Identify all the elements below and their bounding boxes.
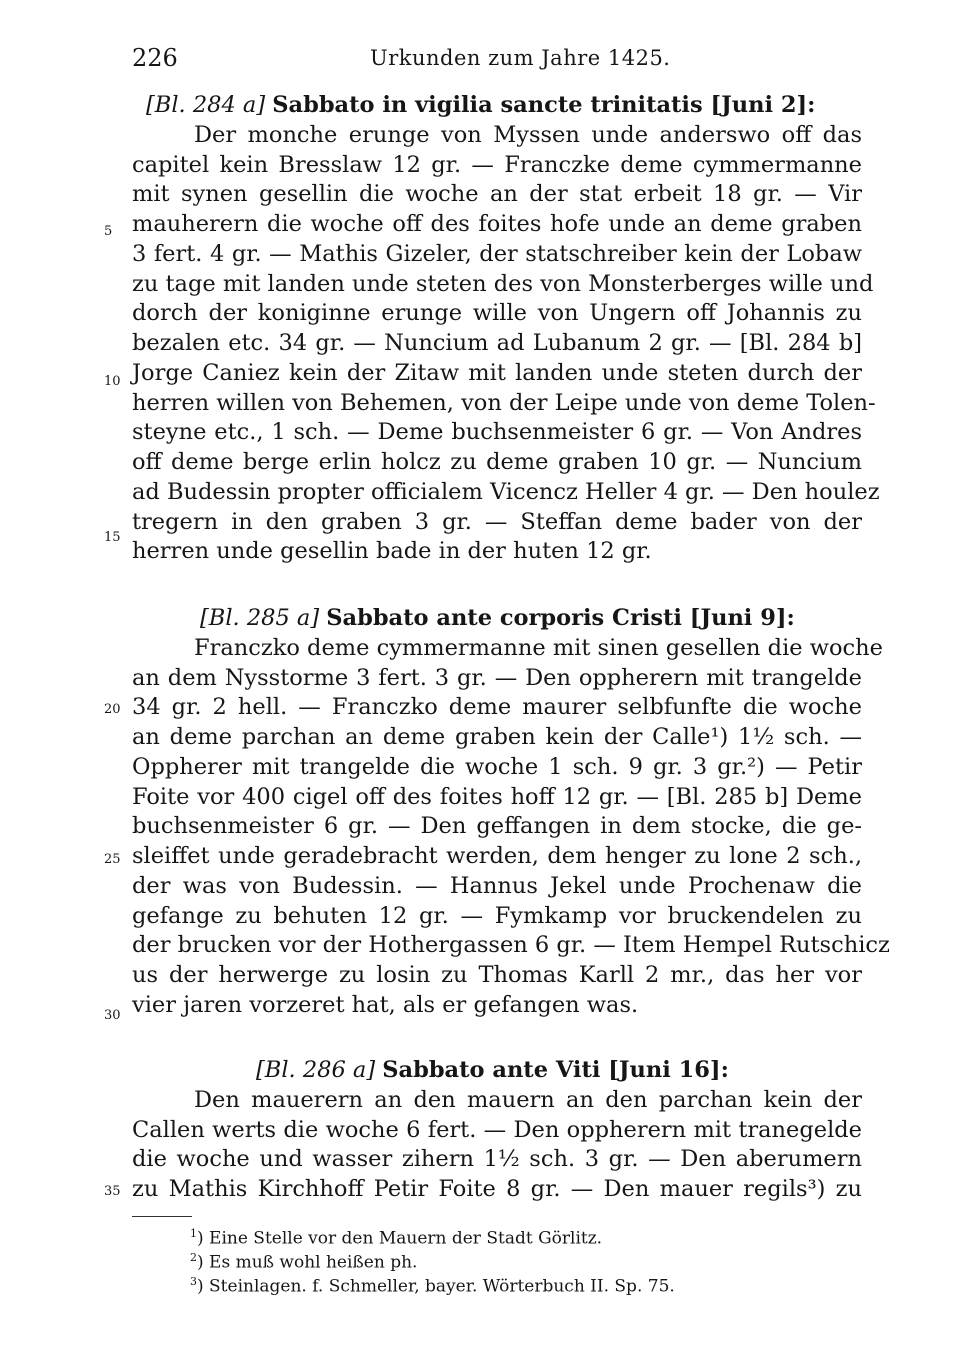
section-title: Sabbato in vigilia sancte trinitatis [Juni 2]: <box>272 92 816 118</box>
text-line: Jorge Caniez kein der Zitaw mit landen unde steten durch der <box>132 359 862 386</box>
text-line: dorch der koniginne erunge wille von Ungern off Johannis zu <box>132 300 862 327</box>
text-line: der brucken vor der Hothergassen 6 gr. — Item Hempel Rutschicz <box>132 932 890 959</box>
footnote-divider <box>132 1216 192 1217</box>
footnote <box>190 1246 810 1273</box>
text-line: bezalen etc. 34 gr. — Nuncium ad Lubanum 2 gr. — [Bl. 284 b] <box>132 330 862 356</box>
footnotes <box>190 1222 810 1297</box>
footnote-mark: 2 <box>190 1251 197 1264</box>
folio-reference: [Bl. 284 a] <box>146 92 266 118</box>
running-title: Urkunden zum Jahre 1425. <box>370 46 671 70</box>
line-number: 5 <box>104 224 113 239</box>
section-3 <box>132 1056 862 1205</box>
text-line: die woche und wasser zihern 1½ sch. 3 gr. — Den aberumern <box>132 1146 862 1173</box>
section-1 <box>132 91 880 567</box>
line-number: 35 <box>104 1184 121 1199</box>
text-line: 3 fert. 4 gr. — Mathis Gizeler, der statschreiber kein der Lobaw <box>132 240 862 267</box>
text-line: Oppherer mit trangelde die woche 1 sch. 9 gr. 3 gr.²) — Petir <box>132 753 862 780</box>
text-line: zu Mathis Kirchhoff Petir Foite 8 gr. — Den mauer regils³) zu <box>132 1176 862 1202</box>
text-line: herren willen von Behemen, von der Leipe unde von deme Tolen- <box>132 389 876 416</box>
section-heading <box>132 604 862 634</box>
text-line: mit synen gesellin die woche an der stat erbeit 18 gr. — Vir <box>132 181 862 208</box>
text-line: zu tage mit landen unde steten des von Monsterberges wille und <box>132 270 874 297</box>
line-number: 20 <box>104 702 121 717</box>
footnote <box>190 1222 810 1249</box>
folio-reference: [Bl. 285 a] <box>200 605 320 631</box>
text-line: an deme parchan an deme graben kein der Calle¹) 1½ sch. — <box>132 724 862 750</box>
text-line: 34 gr. 2 hell. — Franczko deme maurer selbfunfte die woche <box>132 694 862 721</box>
text-line: herren unde gesellin bade in der huten 12 gr. <box>132 538 652 565</box>
text-line: vier jaren vorzeret hat, als er gefangen was. <box>132 991 639 1018</box>
text-line: mauherern die woche off des foites hofe unde an deme graben <box>132 211 862 237</box>
folio-reference: [Bl. 286 a] <box>256 1057 376 1083</box>
footnote-mark: 3 <box>190 1275 197 1288</box>
section-heading <box>132 1056 862 1086</box>
text-line: Den mauerern an den mauern an den parchan kein der <box>194 1086 862 1113</box>
footnote-text: ) Steinlagen. f. Schmeller, bayer. Wörterbuch II. Sp. 75. <box>197 1276 675 1297</box>
text-line: ad Budessin propter officialem Vicencz Heller 4 gr. — Den houlez <box>132 478 880 505</box>
text-line: capitel kein Bresslaw 12 gr. — Franczke deme cymmermanne <box>132 151 862 178</box>
text-line: steyne etc., 1 sch. — Deme buchsenmeister 6 gr. — Von Andres <box>132 419 862 446</box>
text-line: Callen werts die woche 6 fert. — Den oppherern mit tranegelde <box>132 1116 862 1143</box>
text-line: tregern in den graben 3 gr. — Steffan deme bader von der <box>132 508 862 535</box>
footnote-text: ) Es muß wohl heißen ph. <box>197 1252 418 1273</box>
text-line: der was von Budessin. — Hannus Jekel unde Prochenaw die <box>132 872 862 899</box>
text-line: Der monche erunge von Myssen unde anderswo off das <box>194 121 862 148</box>
footnote-mark: 1 <box>190 1227 197 1240</box>
footnote-text: ) Eine Stelle vor den Mauern der Stadt Görlitz. <box>197 1228 603 1249</box>
text-line: Franczko deme cymmermanne mit sinen gesellen die woche <box>194 634 883 661</box>
page-number: 226 <box>132 44 178 72</box>
text-line: us der herwerge zu losin zu Thomas Karll 2 mr., das her vor <box>132 962 862 988</box>
line-number: 30 <box>104 1008 121 1023</box>
line-number: 10 <box>104 374 121 389</box>
line-number: 15 <box>104 530 121 545</box>
text-line: an dem Nysstorme 3 fert. 3 gr. — Den oppherern mit trangelde <box>132 664 862 691</box>
text-line: gefange zu behuten 12 gr. — Fymkamp vor bruckendelen zu <box>132 902 862 929</box>
section-2 <box>132 604 890 1021</box>
line-number: 25 <box>104 852 121 867</box>
section-title: Sabbato ante Viti [Juni 16]: <box>382 1057 729 1083</box>
section-title: Sabbato ante corporis Cristi [Juni 9]: <box>326 605 795 631</box>
section-heading <box>132 91 862 121</box>
text-line: sleiffet unde geradebracht werden, dem henger zu lone 2 sch., <box>132 843 862 869</box>
text-line: Foite vor 400 cigel off des foites hoff 12 gr. — [Bl. 285 b] Deme <box>132 783 862 810</box>
running-head <box>132 44 862 74</box>
footnote <box>190 1270 810 1297</box>
text-line: off deme berge erlin holcz zu deme graben 10 gr. — Nuncium <box>132 449 862 475</box>
text-line: buchsenmeister 6 gr. — Den geffangen in dem stocke, die ge- <box>132 813 862 840</box>
